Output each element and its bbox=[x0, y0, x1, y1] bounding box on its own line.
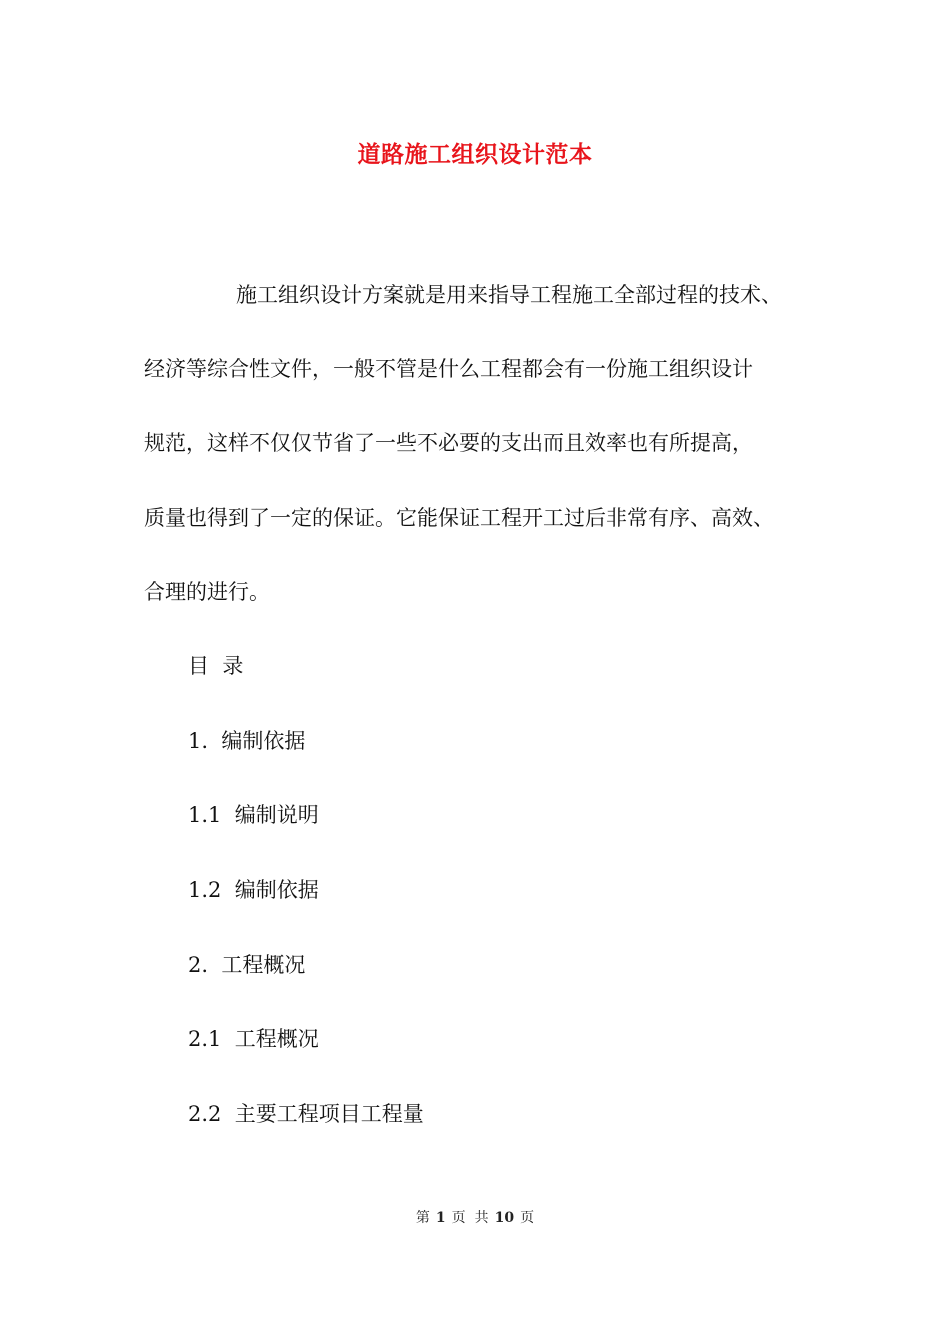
intro-line-1: 施工组织设计方案就是用来指导工程施工全部过程的技术、 bbox=[236, 283, 782, 307]
intro-line-3: 规范，这样不仅仅节省了一些不必要的支出而且效率也有所提高， bbox=[144, 431, 753, 455]
intro-line-5: 合理的进行。 bbox=[144, 580, 270, 604]
toc-item: 2.1 工程概况 bbox=[188, 1027, 319, 1051]
footer-prefix: 第 bbox=[415, 1210, 430, 1226]
toc-item: 1.1 编制说明 bbox=[188, 803, 319, 827]
toc-item: 1. 编制依据 bbox=[188, 729, 306, 753]
footer-middle: 页 共 bbox=[451, 1210, 489, 1226]
footer-suffix: 页 bbox=[520, 1210, 535, 1226]
toc-heading: 目 录 bbox=[188, 654, 244, 678]
page-footer bbox=[0, 1208, 950, 1228]
intro-line-4: 质量也得到了一定的保证。它能保证工程开工过后非常有序、高效、 bbox=[144, 506, 774, 530]
footer-page-number: 1 bbox=[435, 1210, 446, 1226]
toc-item: 2.2 主要工程项目工程量 bbox=[188, 1102, 424, 1126]
document-title: 道路施工组织设计范本 bbox=[357, 141, 593, 168]
intro-line-2: 经济等综合性文件，一般不管是什么工程都会有一份施工组织设计 bbox=[144, 357, 753, 381]
toc-item: 2. 工程概况 bbox=[188, 953, 306, 977]
toc-item: 1.2 编制依据 bbox=[188, 878, 319, 902]
footer-total-pages: 10 bbox=[494, 1210, 515, 1226]
